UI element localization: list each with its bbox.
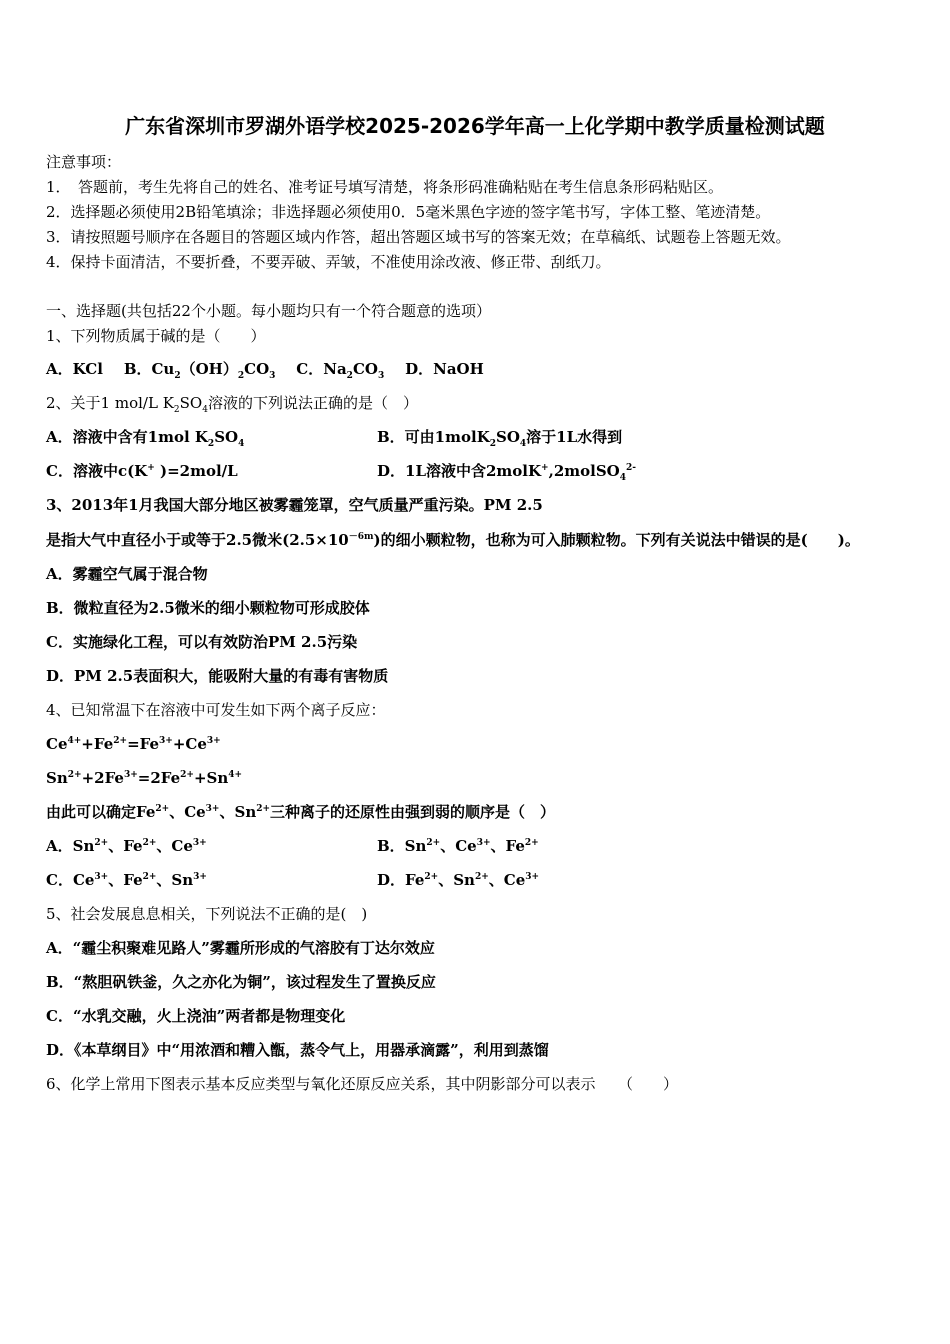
q1-option-a: A．KCl [46, 360, 103, 378]
question-6-stem: 6、化学上常用下图表示基本反应类型与氧化还原反应关系，其中阴影部分可以表示 （ ） [46, 1075, 679, 1093]
q2-option-c: C．溶液中c(K+ )=2mol/L [46, 462, 238, 480]
q1-option-b: B．$Cu_2(OH)_2CO_3$ [123, 360, 276, 381]
q4-equation-1: $Ce^{4+}+Fe^{2+}=Fe^{3+}+Ce^{3+}$ [46, 735, 221, 753]
q5-option-c: C．“水乳交融，火上浇油”两者都是物理变化 [46, 1007, 346, 1025]
question-1-stem: 1、下列物质属于碱的是（ ） [46, 327, 266, 345]
question-3-stem-line1: 3、2013年1月我国大部分地区被雾霾笼罩，空气质量严重污染。PM 2.5 [46, 496, 543, 514]
q2-option-a: A．溶液中含有1mol $K_2SO_4$ [46, 428, 245, 449]
page-title: 广东省深圳市罗湖外语学校2025-2026学年高一上化学期中教学质量检测试题 [125, 114, 825, 138]
q3-option-b: B．微粒直径为2.5微米的细小颗粒物可形成胶体 [46, 599, 370, 617]
question-2-stem: 2、关于1 mol/L $K_2SO_4$溶液的下列说法正确的是（ ） [46, 394, 418, 415]
q2-option-d: D．1L溶液中含2molK+,2molSO$_4^{2-}$ [377, 462, 636, 483]
q5-option-b: B．“熬胆矾铁釜，久之亦化为铜”，该过程发生了置换反应 [46, 973, 436, 991]
notice-item-3: 3．请按照题号顺序在各题目的答题区域内作答，超出答题区域书写的答案无效；在草稿纸、试题卷上答题无效。 [46, 228, 791, 246]
q1-option-d: D．NaOH [405, 360, 484, 378]
notice-item-4: 4．保持卡面清洁，不要折叠，不要弄破、弄皱，不准使用涂改液、修正带、刮纸刀。 [46, 253, 611, 271]
notice-item-1: 1． 答题前，考生先将自己的姓名、准考证号填写清楚，将条形码准确粘贴在考生信息条形码粘贴区。 [46, 178, 724, 196]
notice-item-2: 2．选择题必须使用2B铅笔填涂；非选择题必须使用0．5毫米黑色字迹的签字笔书写，字体工整、笔迹清楚。 [46, 203, 771, 221]
question-4-stem: 4、已知常温下在溶液中可发生如下两个离子反应： [46, 701, 386, 719]
question-5-stem: 5、社会发展息息相关，下列说法不正确的是( ) [46, 905, 368, 923]
q4-option-a: A．$Sn^{2+}$、$Fe^{2+}$、$Ce^{3+}$ [46, 837, 207, 855]
notice-heading: 注意事项： [46, 153, 122, 171]
q1-option-c: C．$Na_2CO_3$ [296, 360, 385, 381]
q3-option-c: C．实施绿化工程，可以有效防治PM 2.5污染 [46, 633, 358, 651]
q5-option-a: A．“霾尘积聚难见路人”雾霾所形成的气溶胶有丁达尔效应 [46, 939, 435, 957]
q4-equation-2: $Sn^{2+}+2Fe^{3+}=2Fe^{2+}+Sn^{4+}$ [46, 769, 243, 787]
q3-option-d: D．PM 2.5表面积大，能吸附大量的有毒有害物质 [46, 667, 389, 685]
section-heading: 一、选择题(共包括22个小题。每小题均只有一个符合题意的选项） [46, 302, 491, 320]
question-1-options [46, 358, 484, 380]
q3-option-a: A．雾霾空气属于混合物 [46, 565, 208, 583]
q4-option-b: B．$Sn^{2+}$、$Ce^{3+}$、$Fe^{2+}$ [377, 837, 539, 855]
question-3-stem-line2: 是指大气中直径小于或等于2.5微米$(2.5\times 10^{-6m})$的细小颗粒物，也称为可入肺颗粒物。下列有关说法中错误的是( )。 [46, 531, 860, 549]
q4-option-d: D．$Fe^{2+}$、$Sn^{2+}$、$Ce^{3+}$ [377, 871, 540, 889]
q4-option-c: C．$Ce^{3+}$、$Fe^{2+}$、$Sn^{3+}$ [46, 871, 207, 889]
q4-question: 由此可以确定$Fe^{2+}$、$Ce^{3+}$、$Sn^{2+}$三种离子的还原性由强到弱的顺序是（ ） [46, 803, 556, 821]
q2-option-b: B．可由$1molK_2SO_4$溶于1L水得到 [377, 428, 623, 449]
q5-option-d: D．《本草纲目》中“用浓酒和糟入甑，蒸令气上，用器承滴露”，利用到蒸馏 [46, 1041, 549, 1059]
